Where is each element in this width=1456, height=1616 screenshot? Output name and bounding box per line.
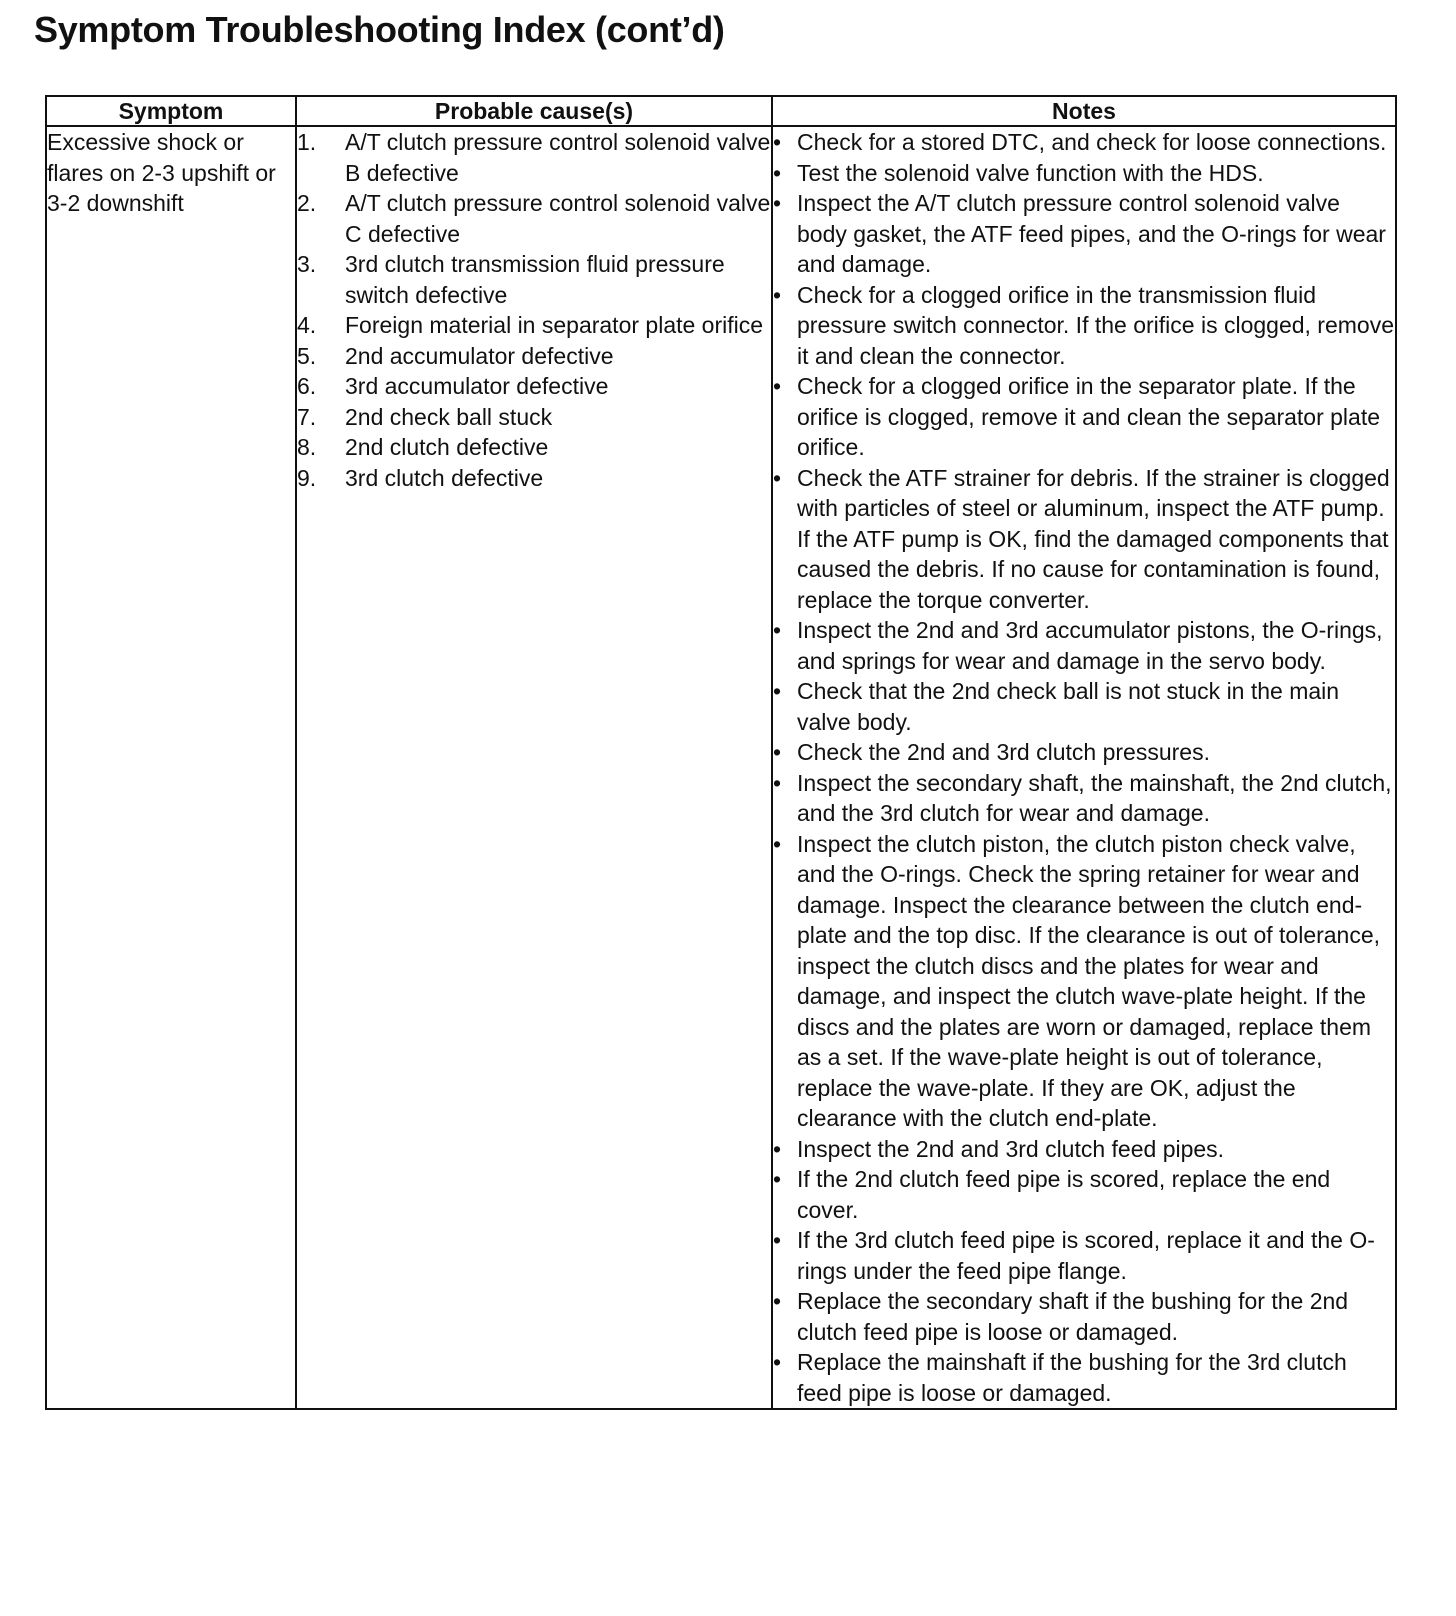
cause-text: A/T clutch pressure control solenoid valve B defective xyxy=(345,129,771,186)
note-item xyxy=(773,371,1395,463)
cause-number: 6. xyxy=(297,373,317,399)
note-item xyxy=(773,829,1395,1134)
cause-text: 2nd clutch defective xyxy=(345,434,549,460)
bullet-icon: • xyxy=(773,159,782,186)
notes-column-header: Notes xyxy=(772,96,1396,126)
table-header-row xyxy=(46,96,1396,126)
cause-number: 7. xyxy=(297,403,317,430)
bullet-icon: • xyxy=(773,1135,782,1162)
bullet-icon: • xyxy=(773,464,782,491)
notes-list xyxy=(773,127,1395,1408)
cause-text: 3rd clutch defective xyxy=(345,464,544,491)
cause-text: 2nd check ball stuck xyxy=(345,403,553,430)
cause-number: 2. xyxy=(297,190,317,216)
bullet-icon: • xyxy=(773,1288,782,1314)
cause-item xyxy=(297,310,771,341)
note-item xyxy=(773,737,1395,768)
cause-number: 9. xyxy=(297,464,317,491)
bullet-icon: • xyxy=(773,129,782,155)
bullet-icon: • xyxy=(773,617,782,643)
note-item xyxy=(773,676,1395,737)
cause-item xyxy=(297,127,771,188)
cause-number: 8. xyxy=(297,434,317,460)
bullet-icon: • xyxy=(773,678,782,704)
causes-cell xyxy=(296,126,772,1409)
cause-number: 1. xyxy=(297,129,317,155)
cause-item xyxy=(297,432,771,463)
bullet-icon: • xyxy=(773,830,782,857)
note-text: Inspect the A/T clutch pressure control solenoid valve body gasket, the ATF feed pipes, and the O-rings for wear and damage. xyxy=(797,190,1386,277)
troubleshooting-table xyxy=(45,95,1397,1410)
notes-cell xyxy=(772,126,1396,1409)
note-text: Inspect the clutch piston, the clutch piston check valve, and the O-rings. Check the spring retainer for wear and damage. Inspect the clearance between the clutch end-plate and the top disc. If the clearance is out of tolerance, inspect the clutch discs and the plates for wear and damage, and inspect the clutch wave-plate height. If the discs and the plates are worn or damaged, replace them as a set. If the wave-plate height is out of tolerance, replace the wave-plate. If they are OK, adjust the clearance with the clutch end-plate. xyxy=(797,830,1381,1131)
note-item xyxy=(773,127,1395,158)
bullet-icon: • xyxy=(773,281,782,308)
symptom-cell xyxy=(46,126,296,1409)
cause-item xyxy=(297,188,771,249)
note-text: Check the ATF strainer for debris. If the strainer is clogged with particles of steel or aluminum, inspect the ATF pump. If the ATF pump is OK, find the damaged components that caused the debris. If no cause for contamination is found, replace the torque converter. xyxy=(797,464,1390,613)
note-item xyxy=(773,463,1395,616)
bullet-icon: • xyxy=(773,1349,782,1375)
cause-item xyxy=(297,463,771,494)
note-text: Check that the 2nd check ball is not stuck in the main valve body. xyxy=(797,678,1340,735)
bullet-icon: • xyxy=(773,769,782,796)
note-item xyxy=(773,1347,1395,1408)
note-text: Inspect the secondary shaft, the mainshaft, the 2nd clutch, and the 3rd clutch for wear and damage. xyxy=(797,769,1392,826)
cause-item xyxy=(297,249,771,310)
cause-text: 3rd accumulator defective xyxy=(345,373,609,399)
bullet-icon: • xyxy=(773,1166,782,1192)
cause-item xyxy=(297,402,771,433)
note-text: Check for a clogged orifice in the separator plate. If the orifice is clogged, remove it and clean the separator plate orifice. xyxy=(797,373,1380,460)
note-text: Test the solenoid valve function with the HDS. xyxy=(797,159,1264,186)
bullet-icon: • xyxy=(773,373,782,399)
cause-number: 4. xyxy=(297,312,317,338)
note-text: If the 2nd clutch feed pipe is scored, replace the end cover. xyxy=(797,1166,1331,1223)
cause-item xyxy=(297,371,771,402)
note-text: Inspect the 2nd and 3rd accumulator pistons, the O-rings, and springs for wear and damage in the servo body. xyxy=(797,617,1383,674)
bullet-icon: • xyxy=(773,190,782,216)
note-text: Replace the secondary shaft if the bushing for the 2nd clutch feed pipe is loose or damaged. xyxy=(797,1288,1349,1345)
causes-list xyxy=(297,127,771,493)
note-item xyxy=(773,615,1395,676)
cause-item xyxy=(297,341,771,372)
cause-text: 2nd accumulator defective xyxy=(345,342,614,369)
note-item xyxy=(773,1286,1395,1347)
note-item xyxy=(773,1134,1395,1165)
note-item xyxy=(773,768,1395,829)
note-text: Inspect the 2nd and 3rd clutch feed pipes. xyxy=(797,1135,1225,1162)
causes-column-header: Probable cause(s) xyxy=(296,96,772,126)
note-item xyxy=(773,1164,1395,1225)
note-text: Check for a stored DTC, and check for loose connections. xyxy=(797,129,1387,155)
bullet-icon: • xyxy=(773,739,782,765)
note-item xyxy=(773,1225,1395,1286)
cause-text: 3rd clutch transmission fluid pressure switch defective xyxy=(345,251,725,308)
note-text: Check the 2nd and 3rd clutch pressures. xyxy=(797,739,1210,765)
symptom-text: Excessive shock or flares on 2-3 upshift or 3-2 downshift xyxy=(47,129,276,216)
note-text: Check for a clogged orifice in the transmission fluid pressure switch connector. If the orifice is clogged, remove it and clean the connector. xyxy=(797,281,1395,369)
table-row xyxy=(46,126,1396,1409)
note-text: If the 3rd clutch feed pipe is scored, replace it and the O-rings under the feed pipe flange. xyxy=(797,1227,1375,1284)
note-item xyxy=(773,158,1395,189)
symptom-column-header: Symptom xyxy=(46,96,296,126)
bullet-icon: • xyxy=(773,1227,782,1253)
note-item xyxy=(773,280,1395,372)
note-text: Replace the mainshaft if the bushing for the 3rd clutch feed pipe is loose or damaged. xyxy=(797,1349,1347,1406)
cause-number: 3. xyxy=(297,251,317,277)
cause-text: Foreign material in separator plate orifice xyxy=(345,312,764,338)
page-title: Symptom Troubleshooting Index (cont’d) xyxy=(34,9,725,50)
cause-number: 5. xyxy=(297,342,317,369)
cause-text: A/T clutch pressure control solenoid valve C defective xyxy=(345,190,771,247)
note-item xyxy=(773,188,1395,280)
